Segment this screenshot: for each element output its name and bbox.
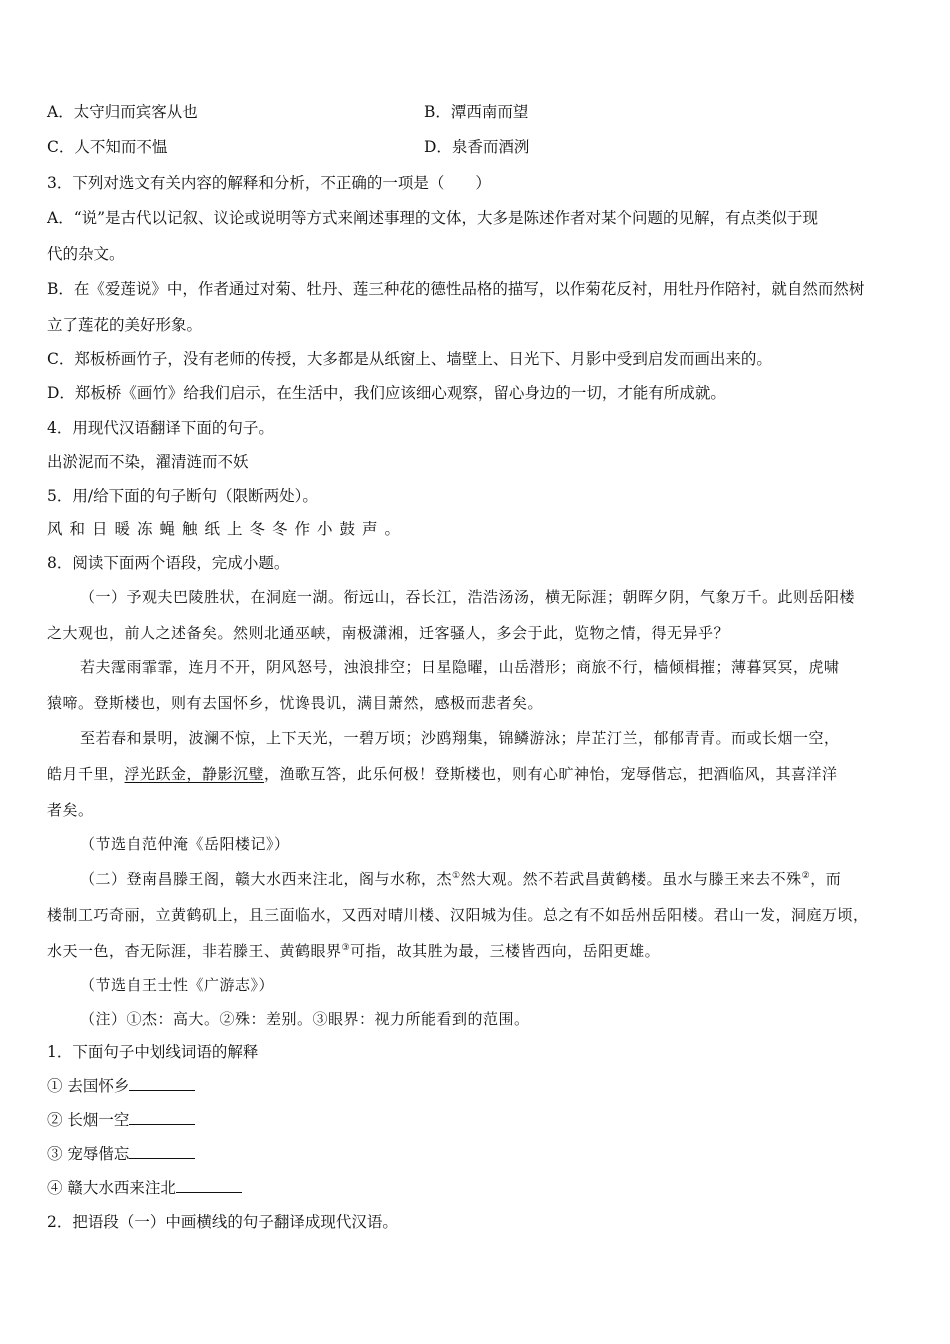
- q3-option-c: C．郑板桥画竹子，没有老师的传授，大多都是从纸窗上、墙壁上、日光下、月影中受到启发而画出来的。: [47, 350, 772, 368]
- question-5-stem: 5．用/给下面的句子断句（限断两处）。: [47, 487, 318, 505]
- answer-item: [47, 1144, 910, 1164]
- option-row: [47, 137, 910, 157]
- footnote-marker: ②: [801, 871, 811, 881]
- passage-text: 水天一色，杳无际涯，非若滕王、黄鹤眼界: [47, 942, 342, 960]
- annotation-notes: （注）①杰：高大。②殊：差别。③眼界：视力所能看到的范围。: [80, 1010, 530, 1028]
- q3-option-a-line2: 代的杂文。: [47, 245, 125, 263]
- sub-question-1-stem: 1．下面句子中划线词语的解释: [47, 1043, 259, 1061]
- answer-item: [47, 1110, 910, 1130]
- q3-option-a-line1: A．“说”是古代以记叙、议论或说明等方式来阐述事理的文体，大多是陈述作者对某个问题的见解，有点类似于现: [47, 209, 819, 227]
- question-8-stem: 8．阅读下面两个语段，完成小题。: [47, 554, 290, 572]
- passage-1-line: 至若春和景明，波澜不惊，上下天光，一碧万顷；沙鸥翔集，锦鳞游泳；岸芷汀兰，郁郁青青。而或长烟一空，: [80, 729, 840, 747]
- passage-text: ，而: [810, 870, 842, 888]
- passage-text: ，渔歌互答，此乐何极！登斯楼也，则有心旷神怡，宠辱偕忘，把酒临风，其喜洋洋: [264, 765, 838, 783]
- question-4-stem: 4．用现代汉语翻译下面的句子。: [47, 419, 274, 437]
- passage-text: （二）登南昌滕王阁，赣大水西来注北，阁与水称，杰: [80, 870, 453, 888]
- answer-item: [47, 1076, 910, 1096]
- passage-1-line: [47, 764, 910, 784]
- item-label: ④ 赣大水西来注北: [47, 1179, 176, 1197]
- option-c: C．人不知而不愠: [47, 138, 168, 156]
- passage-1-line: 猿啼。登斯楼也，则有去国怀乡，忧谗畏讥，满目萧然，感极而悲者矣。: [47, 694, 544, 712]
- q3-option-d: D．郑板桥《画竹》给我们启示，在生活中，我们应该细心观察，留心身边的一切，才能有所成就。: [47, 384, 726, 402]
- item-label: ① 去国怀乡: [47, 1077, 130, 1095]
- footnote-marker: ①: [452, 871, 461, 881]
- source-note-2: （节选自王士性《广游志》）: [80, 976, 275, 994]
- underlined-sentence: 浮光跃金，静影沉璧: [124, 765, 265, 783]
- footnote-marker: ③: [341, 943, 351, 953]
- question-3-stem: 3．下列对选文有关内容的解释和分析，不正确的一项是（ ）: [47, 174, 491, 192]
- sub-question-2-stem: 2．把语段（一）中画横线的句子翻译成现代汉语。: [47, 1213, 398, 1231]
- answer-blank[interactable]: [176, 1178, 242, 1193]
- passage-1-line: 若夫霪雨霏霏，连月不开，阴风怒号，浊浪排空；日星隐曜，山岳潜形；商旅不行，樯倾楫摧；薄暮冥冥，虎啸: [80, 658, 840, 676]
- option-row: [47, 102, 910, 122]
- answer-blank[interactable]: [129, 1144, 195, 1159]
- answer-blank[interactable]: [129, 1076, 195, 1091]
- passage-text: 可指，故其胜为最，三楼皆西向，岳阳更雄。: [350, 942, 661, 960]
- passage-1-line: （一）予观夫巴陵胜状，在洞庭一湖。衔远山，吞长江，浩浩汤汤，横无际涯；朝晖夕阴，气象万千。此则岳阳楼: [80, 588, 856, 606]
- option-a: A．太守归而宾客从也: [47, 103, 198, 121]
- q3-option-b-line1: B．在《爱莲说》中，作者通过对菊、牡丹、莲三种花的德性品格的描写，以作菊花反衬，用牡丹作陪衬，就自然而然树: [47, 280, 865, 298]
- item-label: ② 长烟一空: [47, 1111, 130, 1129]
- answer-blank[interactable]: [129, 1110, 195, 1125]
- passage-1-line: 者矣。: [47, 801, 94, 819]
- passage-2-line: [80, 869, 910, 889]
- passage-text: 然大观。然不若武昌黄鹤楼。虽水与滕王来去不殊: [460, 870, 802, 888]
- q3-option-b-line2: 立了莲花的美好形象。: [47, 316, 203, 334]
- answer-item: [47, 1178, 910, 1198]
- question-5-sentence: 风和日暖冻蝇触纸上冬冬作小鼓声。: [47, 520, 408, 538]
- source-note-1: （节选自范仲淹《岳阳楼记》）: [80, 835, 290, 853]
- option-b: B．潭西南而望: [424, 103, 529, 121]
- passage-2-line: [47, 941, 910, 961]
- passage-1-line: 之大观也，前人之述备矣。然则北通巫峡，南极潇湘，迁客骚人，多会于此，览物之情，得无异乎？: [47, 624, 730, 642]
- passage-text: 皓月千里，: [47, 765, 125, 783]
- option-d: D．泉香而酒洌: [424, 138, 530, 156]
- question-4-sentence: 出淤泥而不染，濯清涟而不妖: [47, 453, 249, 471]
- passage-2-line: 楼制工巧奇丽，立黄鹤矶上，且三面临水，又西对晴川楼、汉阳城为佳。总之有不如岳州岳阳楼。君山一发，洞庭万顷，: [47, 906, 869, 924]
- item-label: ③ 宠辱偕忘: [47, 1145, 130, 1163]
